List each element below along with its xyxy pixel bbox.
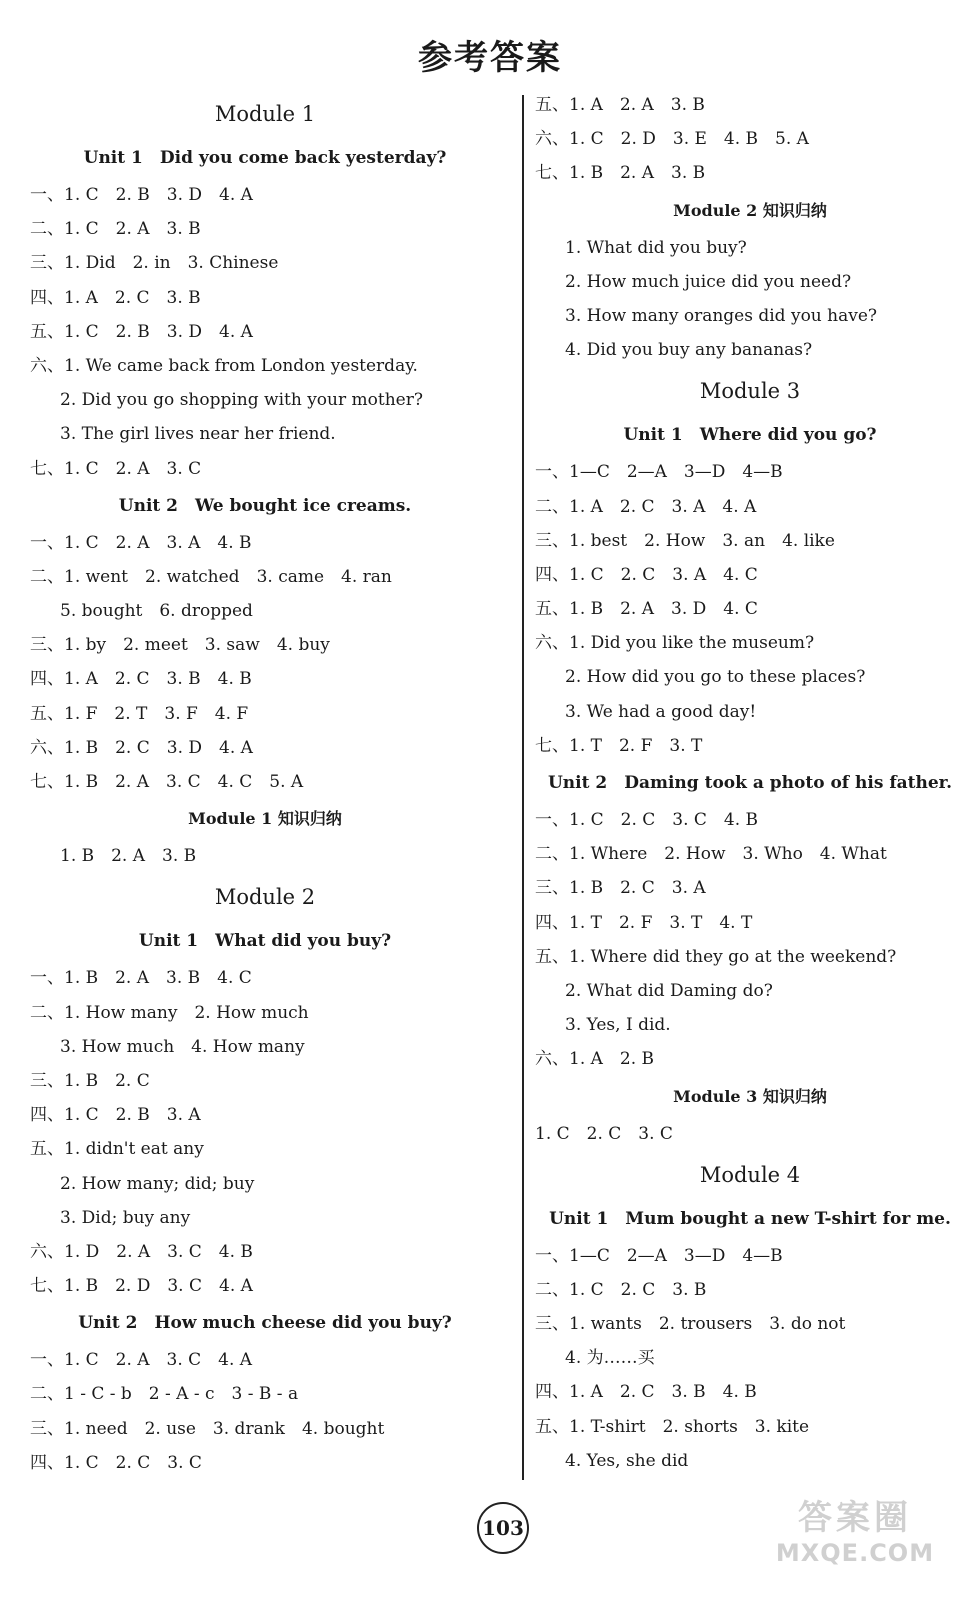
answer-line: 4. Did you buy any bananas? — [565, 340, 813, 361]
left-column — [30, 90, 500, 1480]
page-number: 103 — [477, 1502, 529, 1554]
answer-line: 1. What did you buy? — [565, 237, 747, 258]
answer-line: 七、1. T 2. F 3. T — [535, 735, 703, 756]
answer-line: 4. 为……买 — [565, 1348, 655, 1369]
answer-line: 七、1. B 2. A 3. C 4. C 5. A — [30, 772, 304, 792]
answer-line: 3. We had a good day! — [565, 701, 757, 722]
answer-line: 四、1. C 2. C 3. C — [30, 1452, 202, 1473]
answer-line: 四、1. T 2. F 3. T 4. T — [535, 912, 753, 933]
watermark-bottom: MXQE.COM — [775, 1539, 935, 1567]
answer-line: 三、1. B 2. C 3. A — [535, 878, 706, 899]
watermark-logo — [760, 1490, 950, 1580]
answer-line: 2. How much juice did you need? — [565, 271, 852, 292]
answer-line: 一、1. C 2. A 3. C 4. A — [30, 1350, 253, 1371]
unit-heading: Unit 1 Did you come back yesterday? — [83, 148, 447, 168]
answer-line: 2. What did Daming do? — [565, 980, 773, 1001]
answer-line: 一、1—C 2—A 3—D 4—B — [535, 462, 783, 483]
answer-line: 2. Did you go shopping with your mother? — [60, 390, 423, 411]
module-heading: Module 2 — [214, 885, 316, 910]
answer-line: 三、1. need 2. use 3. drank 4. bought — [30, 1418, 385, 1439]
unit-heading: Unit 2 Daming took a photo of his father. — [547, 773, 952, 793]
answer-line: 四、1. C 2. C 3. A 4. C — [535, 564, 758, 585]
answer-line: 1. B 2. A 3. B — [60, 846, 197, 867]
answer-line: 六、1. Did you like the museum? — [535, 633, 815, 654]
answer-line: 二、1. C 2. C 3. B — [535, 1279, 707, 1300]
answer-line: 五、1. C 2. B 3. D 4. A — [30, 321, 253, 342]
page-title: 参考答案 — [418, 38, 562, 78]
answer-line: 1. C 2. C 3. C — [535, 1123, 673, 1144]
module-heading: Module 3 — [699, 379, 801, 404]
answer-line: 四、1. C 2. B 3. A — [30, 1105, 201, 1126]
answer-line: 六、1. A 2. B — [535, 1049, 655, 1070]
answer-line: 七、1. C 2. A 3. C — [30, 458, 202, 479]
answer-line: 一、1. C 2. B 3. D 4. A — [30, 185, 253, 205]
summary-heading: Module 2 知识归纳 — [673, 200, 827, 220]
answer-line: 七、1. B 2. D 3. C 4. A — [30, 1276, 253, 1297]
answer-line: 六、1. C 2. D 3. E 4. B 5. A — [535, 129, 809, 150]
answer-line: 一、1. C 2. A 3. A 4. B — [30, 532, 252, 553]
unit-heading: Unit 2 How much cheese did you buy? — [78, 1313, 452, 1334]
answer-line: 2. How did you go to these places? — [565, 667, 866, 688]
answer-line: 二、1. C 2. A 3. B — [30, 219, 201, 240]
answer-line: 3. Did; buy any — [60, 1207, 191, 1228]
answer-line: 五、1. B 2. A 3. D 4. C — [535, 599, 758, 620]
answer-line: 六、1. B 2. C 3. D 4. A — [30, 737, 253, 758]
answer-line: 二、1. A 2. C 3. A 4. A — [535, 496, 757, 517]
unit-heading: Unit 1 Mum bought a new T-shirt for me. — [549, 1208, 951, 1229]
answer-line: 4. Yes, she did — [565, 1450, 689, 1471]
answer-line: 六、1. D 2. A 3. C 4. B — [30, 1241, 253, 1262]
answer-line: 一、1. B 2. A 3. B 4. C — [30, 968, 252, 989]
summary-heading: Module 1 知识归纳 — [188, 809, 342, 829]
answer-line: 二、1. Where 2. How 3. Who 4. What — [535, 844, 887, 865]
answer-line: 一、1—C 2—A 3—D 4—B — [535, 1245, 783, 1266]
answer-line: 二、1 - C - b 2 - A - c 3 - B - a — [30, 1384, 299, 1405]
answer-line: 三、1. by 2. meet 3. saw 4. buy — [30, 635, 330, 656]
answer-line: 四、1. A 2. C 3. B 4. B — [30, 669, 252, 690]
answer-line: 三、1. wants 2. trousers 3. do not — [535, 1314, 846, 1335]
answer-line: 三、1. best 2. How 3. an 4. like — [535, 530, 835, 551]
answer-line: 5. bought 6. dropped — [60, 601, 253, 622]
unit-heading: Unit 2 We bought ice creams. — [118, 495, 412, 516]
answer-line: 一、1. C 2. C 3. C 4. B — [535, 810, 759, 830]
answer-line: 四、1. A 2. C 3. B 4. B — [535, 1382, 757, 1403]
answer-line: 3. The girl lives near her friend. — [60, 424, 336, 445]
answer-line: 五、1. didn't eat any — [30, 1139, 204, 1160]
answer-line: 3. Yes, I did. — [565, 1015, 671, 1036]
answer-line: 2. How many; did; buy — [60, 1173, 255, 1194]
answer-line: 五、1. T-shirt 2. shorts 3. kite — [535, 1416, 810, 1437]
answer-line: 三、1. B 2. C — [30, 1070, 150, 1091]
module-heading: Module 1 — [214, 102, 316, 126]
answer-line: 六、1. We came back from London yesterday. — [30, 355, 418, 376]
answer-line: 五、1. F 2. T 3. F 4. F — [30, 703, 249, 724]
answer-line: 五、1. Where did they go at the weekend? — [535, 946, 897, 967]
unit-heading: Unit 1 Where did you go? — [623, 425, 877, 446]
answer-line: 3. How many oranges did you have? — [565, 305, 878, 326]
answer-line: 二、1. How many 2. How much — [30, 1002, 309, 1023]
right-column — [535, 88, 965, 1478]
answer-line: 二、1. went 2. watched 3. came 4. ran — [30, 566, 392, 587]
watermark-top: 答案圈 — [798, 1498, 912, 1538]
answer-line: 七、1. B 2. A 3. B — [535, 163, 706, 184]
answer-line: 三、1. Did 2. in 3. Chinese — [30, 253, 279, 274]
column-divider — [522, 95, 524, 1480]
summary-heading: Module 3 知识归纳 — [673, 1086, 827, 1106]
module-heading: Module 4 — [699, 1162, 801, 1187]
answer-line: 四、1. A 2. C 3. B — [30, 287, 201, 308]
answer-line: 3. How much 4. How many — [60, 1036, 305, 1057]
answer-line: 五、1. A 2. A 3. B — [535, 95, 705, 115]
unit-heading: Unit 1 What did you buy? — [138, 931, 392, 952]
